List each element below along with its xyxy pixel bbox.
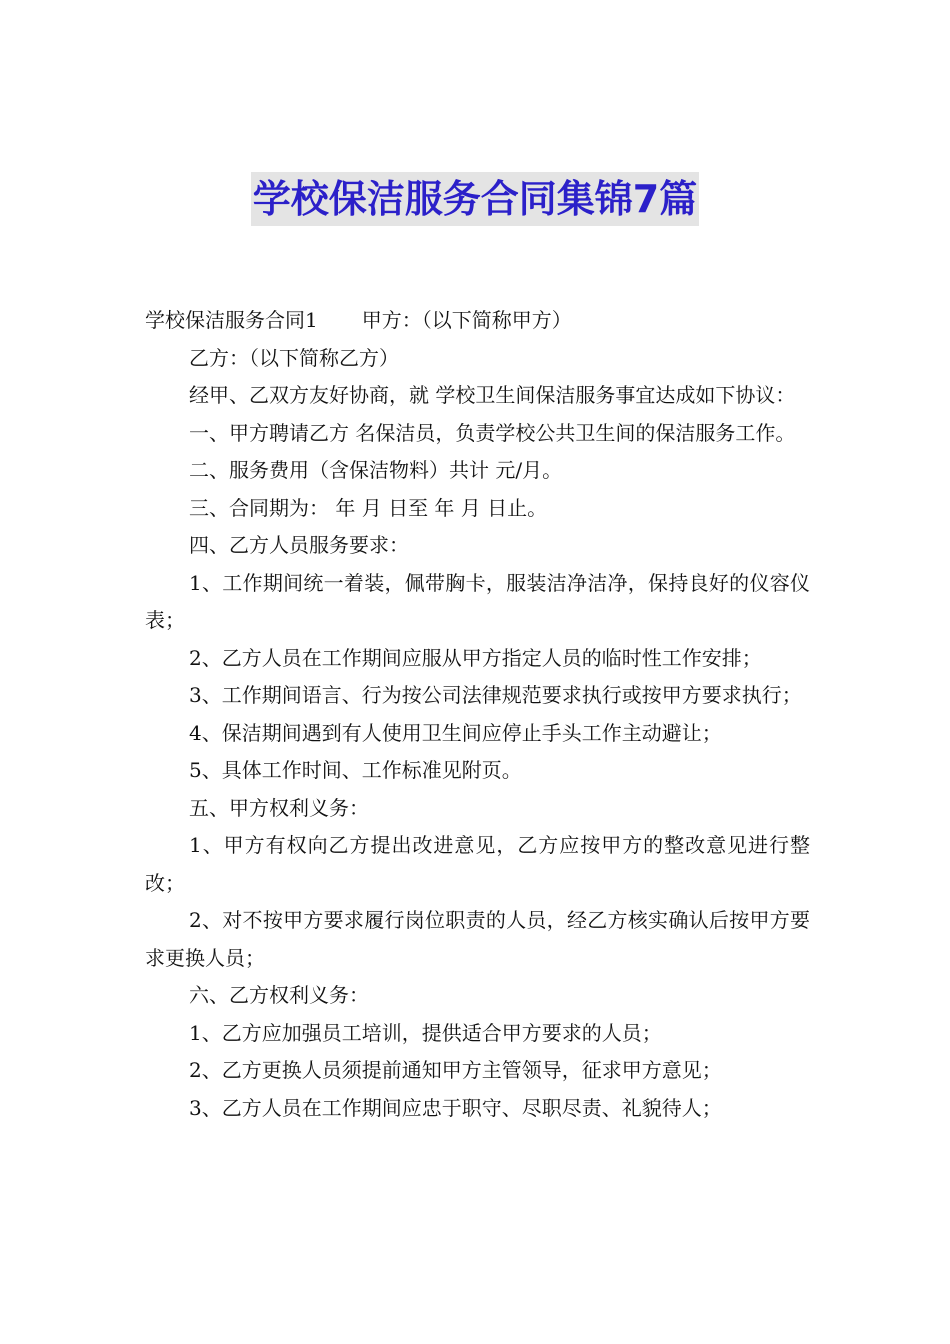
paragraph: 经甲、乙双方友好协商，就 学校卫生间保洁服务事宜达成如下协议： (189, 383, 796, 407)
paragraph: 1、工作期间统一着装，佩带胸卡，服装洁净洁净，保持良好的仪容仪表； (145, 570, 810, 632)
paragraph: 3、工作期间语言、行为按公司法律规范要求执行或按甲方要求执行； (189, 683, 802, 707)
paragraph: 5、具体工作时间、工作标准见附页。 (189, 758, 522, 782)
paragraph: 六、乙方权利义务： (189, 983, 369, 1007)
paragraph: 3、乙方人员在工作期间应忠于职守、尽职尽责、礼貌待人； (189, 1095, 722, 1120)
title-container (0, 172, 950, 226)
paragraph: 2、乙方人员在工作期间应服从甲方指定人员的临时性工作安排； (189, 645, 762, 670)
party-a-line: 甲方：（以下简称甲方） (361, 308, 572, 332)
paragraph: 1、甲方有权向乙方提出改进意见，乙方应按甲方的整改意见进行整改； (145, 833, 810, 895)
contract-name: 学校保洁服务合同1 (145, 308, 318, 332)
paragraph: 4、保洁期间遇到有人使用卫生间应停止手头工作主动避让； (189, 720, 722, 745)
document-title: 学校保洁服务合同集锦7篇 (251, 172, 699, 226)
paragraph: 2、对不按甲方要求履行岗位职责的人员，经乙方核实确认后按甲方要求更换人员； (145, 908, 810, 970)
paragraph: 四、乙方人员服务要求： (189, 533, 409, 557)
first-line (145, 302, 810, 340)
paragraph: 一、甲方聘请乙方 名保洁员，负责学校公共卫生间的保洁服务工作。 (189, 420, 796, 445)
paragraph: 乙方：（以下简称乙方） (189, 345, 399, 370)
paragraph: 1、乙方应加强员工培训，提供适合甲方要求的人员； (189, 1020, 662, 1045)
paragraph: 二、服务费用（含保洁物料）共计 元/月。 (189, 458, 563, 482)
paragraph: 三、合同期为： 年 月 日至 年 月 日止。 (189, 495, 548, 520)
document-body (145, 302, 810, 1127)
paragraph: 五、甲方权利义务： (189, 795, 369, 820)
paragraph: 2、乙方更换人员须提前通知甲方主管领导，征求甲方意见； (189, 1058, 722, 1082)
